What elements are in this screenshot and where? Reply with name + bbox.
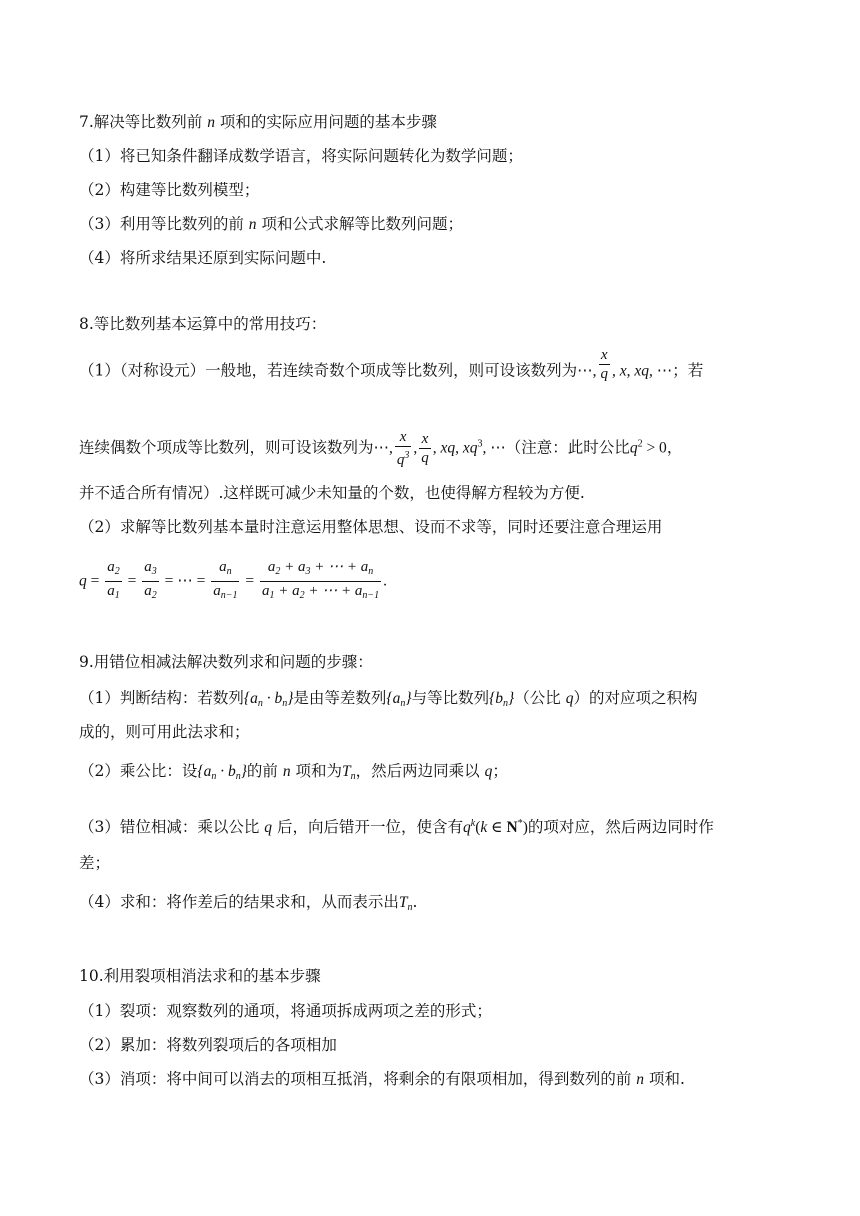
section-10-item-1: （1）裂项：观察数列的通项，将通项拆成两项之差的形式； [79,1002,492,1020]
section-8-item-2: （2）求解等比数列基本量时注意运用整体思想、设而不求等，同时还要注意合理运用 [79,518,663,536]
section-7-title: 7.解决等比数列前 n 项和的实际应用问题的基本步骤 [79,113,437,131]
section-9-item-1-line-1: （1）判断结构：若数列$\{a_n \cdot b_n\}$是由等差数列$\{a_n\}$与等比数列$\{b_n\}$（公比 q）的对应项之积构 [79,689,698,709]
section-10-item-3: （3）消项：将中间可以消去的项相互抵消，将剩余的有限项相加，得到数列的前 n 项和. [79,1070,685,1088]
section-9-item-4: （4）求和：将作差后的结果求和，从而表示出$T_n$. [79,893,418,913]
section-10-item-2: （2）累加：将数列裂项后的各项相加 [79,1036,337,1054]
section-8-title: 8.等比数列基本运算中的常用技巧： [79,315,327,333]
section-7-item-3: （3）利用等比数列的前 n 项和公式求解等比数列问题； [79,215,463,233]
section-8-formula: q = $\frac{a_2}{a_1}$ = $\frac{a_3}{a_2}$ = ⋯ = $\frac{a_n}{a_{n-1}}$ = $\frac{a_2 + a_3 + \cdots + a_n}{a_1 + a_2 + \cdots + a_{n-1}}$ . [79,559,387,601]
section-9-item-3-line-1: （3）错位相减：乘以公比 q 后，向后错开一位，使含有$q^k(k$ ∈ N*)的项对应，然后两边同时作 [79,818,714,836]
section-8-item-1-line-2: 连续偶数个项成等比数列，则可设该数列为⋯, $\frac{x}{q^3}$ , $\frac{x}{q}$ , xq, $xq^3$, ⋯（注意：此时公比$q^2 > 0$， [79,429,683,468]
section-8-item-1-line-1: （1）（对称设元）一般地，若连续奇数个项成等比数列，则可设该数列为⋯, $\frac{x}{q}$ , x, xq, ⋯；若 [79,347,704,382]
section-8-item-1-line-3: 并不适合所有情况）.这样既可减少未知量的个数，也使得解方程较为方便. [79,484,585,502]
section-9-item-1-line-2: 成的，则可用此法求和； [79,723,250,741]
section-7-item-1: （1）将已知条件翻译成数学语言，将实际问题转化为数学问题； [79,147,523,165]
section-7-item-2: （2）构建等比数列模型； [79,181,260,199]
section-9-item-3-line-2: 差； [79,854,111,872]
section-9-title: 9.用错位相减法解决数列求和问题的步骤： [79,653,373,671]
section-10-title: 10.利用裂项相消法求和的基本步骤 [79,967,321,985]
section-7-item-4: （4）将所求结果还原到实际问题中. [79,249,327,267]
section-9-item-2: （2）乘公比：设$\{a_n \cdot b_n\}$的前 n 项和为$T_n$，然后两边同乘以 q； [79,762,508,782]
